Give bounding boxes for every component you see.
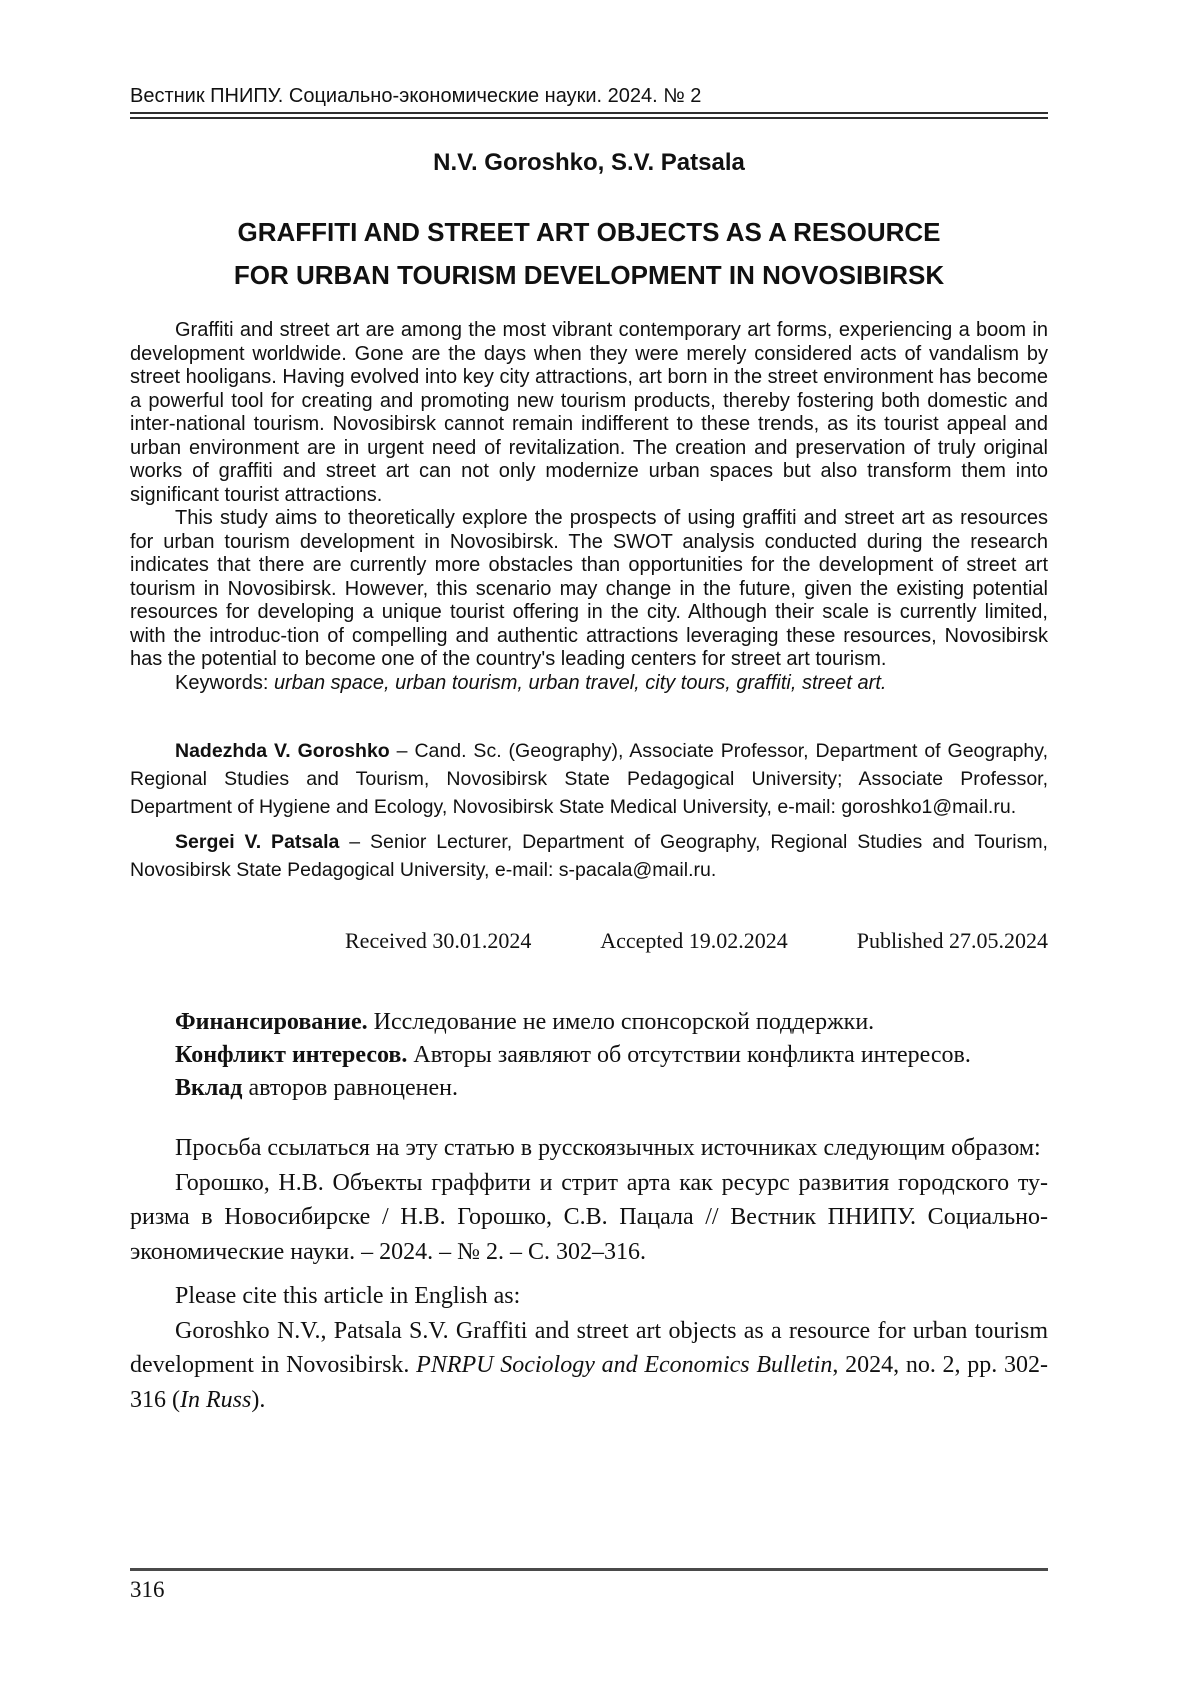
author-bio-goroshko-text: – Cand. Sc. (Geography), Associate Professor, Department of Geography, Regional Studies and Tourism, Novosibirsk State Pedagogical University; Associate Professor, Department of Hygiene and Ecology, Novosibirsk State Medical University, e-mail: goroshko1@mail.ru. [130,740,1048,818]
funding-statement-text: Исследование не имело спонсорской поддержки. [373,1009,875,1035]
citation-russian [130,1131,1048,1269]
abstract-paragraph-2: This study aims to theoretically explore the prospects of using graffiti and street art as resources for urban tourism development in Novosibirsk. The SWOT analysis conducted during the research indicates that there are currently more obstacles than opportunities for the development of street art tourism in Novosibirsk. However, this scenario may change in the future, given the existing potential resources for developing a unique tourist offering in the city. Although their scale is currently limited, with the introduc-tion of compelling and authentic attractions leveraging these resources, Novosibirsk has the potential to become one of the country's leading centers for street art tourism. [130,507,1048,670]
keywords-list: urban space, urban tourism, urban travel, city tours, graffiti, street art. [273,671,887,694]
author-bios [130,737,1048,884]
citation-english-intro: Please cite this article in English as: [175,1283,521,1309]
citation-english-part3: ). [251,1386,266,1413]
author-bio-patsala [130,828,1048,884]
citation-english-text [130,1314,1048,1418]
page-footer [130,1568,1048,1603]
author-bio-patsala-text: – Senior Lecturer, Department of Geography, Regional Studies and Tourism, Novosibirsk State Pedagogical University, e-mail: s-pacala@mail.ru. [130,831,1048,881]
received-date: Received 30.01.2024 [345,928,532,953]
citation-russian-intro: Просьба ссылаться на эту статью в русскоязычных источниках следующим образом: [175,1135,1041,1161]
citation-russian-text: Горошко, Н.В. Объекты граффити и стрит арта как ресурс развития городского ту-ризма в Новосибирске / Н.В. Горошко, С.В. Пацала // Вестник ПНИПУ. Социально-экономические науки. – 2024. – № 2. – С. 302–316. [130,1169,1048,1265]
citation-english-part2: , 2024, no. 2, pp. 302-316 ( [130,1352,1049,1413]
author-bio-goroshko [130,737,1048,821]
keywords-line [130,672,1048,696]
header-double-rule [130,112,1048,119]
author-name-goroshko: Nadezhda V. Goroshko [175,740,390,762]
article-dates-row [130,928,1048,954]
authors-byline: N.V. Goroshko, S.V. Patsala [433,149,745,176]
running-head: Вестник ПНИПУ. Социально-экономические науки. 2024. № 2 [130,85,702,107]
abstract-paragraph-1: Graffiti and street art are among the most vibrant contemporary art forms, experiencing a boom in development worldwide. Gone are the days when they were merely considered acts of vandalism by street hooligans. Having evolved into key city attractions, art born in the street environment has become a powerful tool for creating and promoting new tourism products, thereby fostering both domestic and inter-national tourism. Novosibirsk cannot remain indifferent to these trends, as its tourist appeal and urban environment are in urgent need of revitalization. The creation and preservation of truly original works of graffiti and street art can not only modernize urban spaces but also transform them into significant tourist attractions. [130,319,1048,506]
funding-statement-lead: Финансирование. [175,1009,368,1035]
accepted-date: Accepted 19.02.2024 [600,928,788,953]
citation-english [130,1279,1048,1417]
article-title-line1: GRAFFITI AND STREET ART OBJECTS AS A RESOURCE [237,217,941,247]
abstract [130,319,1048,695]
citation-english-journal: PNRPU Sociology and Economics Bulletin [416,1352,833,1378]
article-title-line2: FOR URBAN TOURISM DEVELOPMENT IN NOVOSIBIRSK [233,260,945,290]
conflict-statement-lead: Конфликт интересов. [175,1042,408,1068]
page-content [130,0,1048,1417]
funding-statement [130,1006,1048,1039]
footer-rule [130,1568,1048,1571]
page-number: 316 [130,1577,165,1602]
contribution-statement-text: авторов равноценен. [248,1075,459,1101]
keywords-label: Keywords: [175,671,269,694]
conflict-statement-text: Авторы заявляют об отсутствии конфликта интересов. [413,1042,971,1068]
contribution-statement-lead: Вклад [175,1075,243,1101]
conflict-statement [130,1039,1048,1072]
author-name-patsala: Sergei V. Patsala [175,831,340,853]
citation-english-lang: In Russ [180,1386,252,1413]
statements-block [130,1006,1048,1105]
contribution-statement [130,1072,1048,1105]
published-date: Published 27.05.2024 [856,928,1048,953]
article-title [130,211,1048,297]
citation-english-part1: Goroshko N.V., Patsala S.V. Graffiti and street art objects as a resource for urban tourism development in Novosibirsk. [130,1317,1048,1378]
